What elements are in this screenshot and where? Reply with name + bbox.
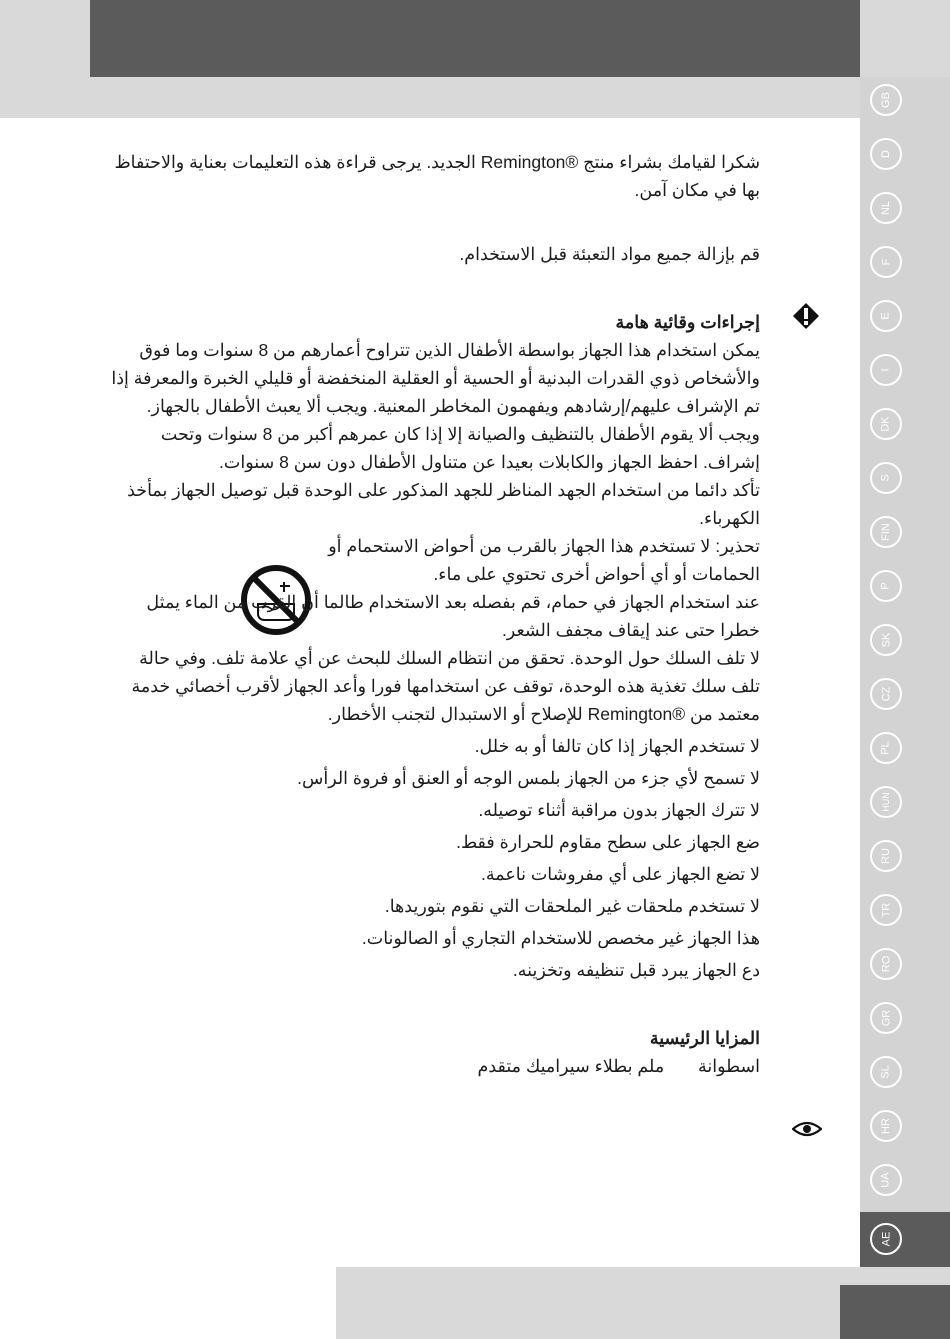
lang-tab-cz[interactable]: CZ xyxy=(870,678,902,710)
lang-tab-hr[interactable]: HR xyxy=(870,1110,902,1142)
lang-tab-ro[interactable]: RO xyxy=(870,948,902,980)
lang-tab-dk[interactable]: DK xyxy=(870,408,902,440)
safety-item: لا تستخدم الجهاز إذا كان تالفا أو به خلل. xyxy=(474,736,760,756)
safety-item: لا تترك الجهاز بدون مراقبة أثناء توصيله. xyxy=(478,800,760,820)
safety-item: لا تسمح لأي جزء من الجهاز بلمس الوجه أو العنق أو فروة الرأس. xyxy=(297,768,760,788)
lang-tab-ae[interactable]: AE xyxy=(870,1223,902,1255)
safety-item: هذا الجهاز غير مخصص للاستخدام التجاري أو الصالونات. xyxy=(361,928,760,948)
lang-tab-p[interactable]: P xyxy=(870,570,902,602)
lang-tab-gb[interactable]: GB xyxy=(870,84,902,116)
feature-value: ملم بطلاء سيراميك متقدم xyxy=(477,1056,665,1076)
footer-bar xyxy=(840,1285,950,1339)
manual-content xyxy=(110,148,760,1080)
feature-label: اسطوانة xyxy=(697,1056,760,1076)
lang-tab-pl[interactable]: PL xyxy=(870,732,902,764)
feature-item xyxy=(110,1052,760,1080)
lang-tab-gr[interactable]: GR xyxy=(870,1002,902,1034)
safety-heading: إجراءات وقائية هامة xyxy=(615,312,760,332)
safety-item: ضع الجهاز على سطح مقاوم للحرارة فقط. xyxy=(456,832,760,852)
header-bar xyxy=(90,0,860,77)
safety-paragraph-bathroom: عند استخدام الجهاز في حمام، قم بفصله بعد الاستخدام طالما أن القرب من الماء يمثل خطرا حتى عند إيقاف مجفف الشعر. xyxy=(146,592,760,640)
safety-warning-water: تحذير: لا تستخدم هذا الجهاز بالقرب من أحواض الاستحمام أو الحمامات أو أي أحواض أخرى تحتوي على ماء. xyxy=(328,536,760,584)
lang-tab-s[interactable]: S xyxy=(870,462,902,494)
lang-tab-ru[interactable]: RU xyxy=(870,840,902,872)
lang-tab-f[interactable]: F xyxy=(870,246,902,278)
lang-tab-fin[interactable]: FIN xyxy=(870,516,902,548)
lang-tab-nl[interactable]: NL xyxy=(870,192,902,224)
lang-tab-sk[interactable]: SK xyxy=(870,624,902,656)
lang-tab-sl[interactable]: SL xyxy=(870,1056,902,1088)
lang-tab-e[interactable]: E xyxy=(870,300,902,332)
lang-tab-i[interactable]: I xyxy=(870,354,902,386)
safety-paragraph-voltage: تأكد دائما من استخدام الجهد المناظر للجهد المذكور على الوحدة قبل توصيل الجهاز بمأخذ الكهرباء. xyxy=(127,480,760,528)
lang-tab-ua[interactable]: UA xyxy=(870,1164,902,1196)
eye-icon xyxy=(792,1120,822,1138)
safety-item: لا تستخدم ملحقات غير الملحقات التي نقوم بتوريدها. xyxy=(384,896,760,916)
lang-tab-d[interactable]: D xyxy=(870,138,902,170)
packaging-note: قم بإزالة جميع مواد التعبئة قبل الاستخدام. xyxy=(459,244,760,264)
intro-paragraph: شكرا لقيامك بشراء منتج ®Remington الجديد. يرجى قراءة هذه التعليمات بعناية والاحتفاظ بها في مكان آمن. xyxy=(114,152,760,200)
warning-diamond-icon xyxy=(792,302,820,330)
safety-paragraph-cord: لا تلف السلك حول الوحدة. تحقق من انتظام السلك للبحث عن أي علامة تلف. وفي حالة تلف سلك تغذية هذه الوحدة، توقف عن استخدامها فورا وأعد الجهاز لأقرب أخصائي خدمة معتمد من ®Remington للإصلاح أو الاستبدال لتجنب الأخطار. xyxy=(131,648,760,724)
safety-item: دع الجهاز يبرد قبل تنظيفه وتخزينه. xyxy=(512,960,760,980)
safety-item: لا تضع الجهاز على أي مفروشات ناعمة. xyxy=(480,864,760,884)
safety-paragraph-children: يمكن استخدام هذا الجهاز بواسطة الأطفال الذين تتراوح أعمارهم من 8 سنوات وما فوق والأشخاص ذوي القدرات البدنية أو الحسية أو العقلية المنخفضة أو قليلي الخبرة والمعرفة إذا تم الإشراف عليهم/إرشادهم ويفهمون المخاطر المعنية. ويجب ألا يعبث الأطفال بالجهاز. ويجب ألا يقوم الأطفال بالتنظيف والصيانة إلا إذا كان عمرهم أكبر من 8 سنوات وتحت إشراف. احفظ الجهاز والكابلات بعيدا عن متناول الأطفال دون سن 8 سنوات. xyxy=(111,340,760,472)
features-heading: المزايا الرئيسية xyxy=(649,1028,760,1048)
lang-tab-hun[interactable]: HUN xyxy=(870,786,902,818)
lang-tab-tr[interactable]: TR xyxy=(870,894,902,926)
